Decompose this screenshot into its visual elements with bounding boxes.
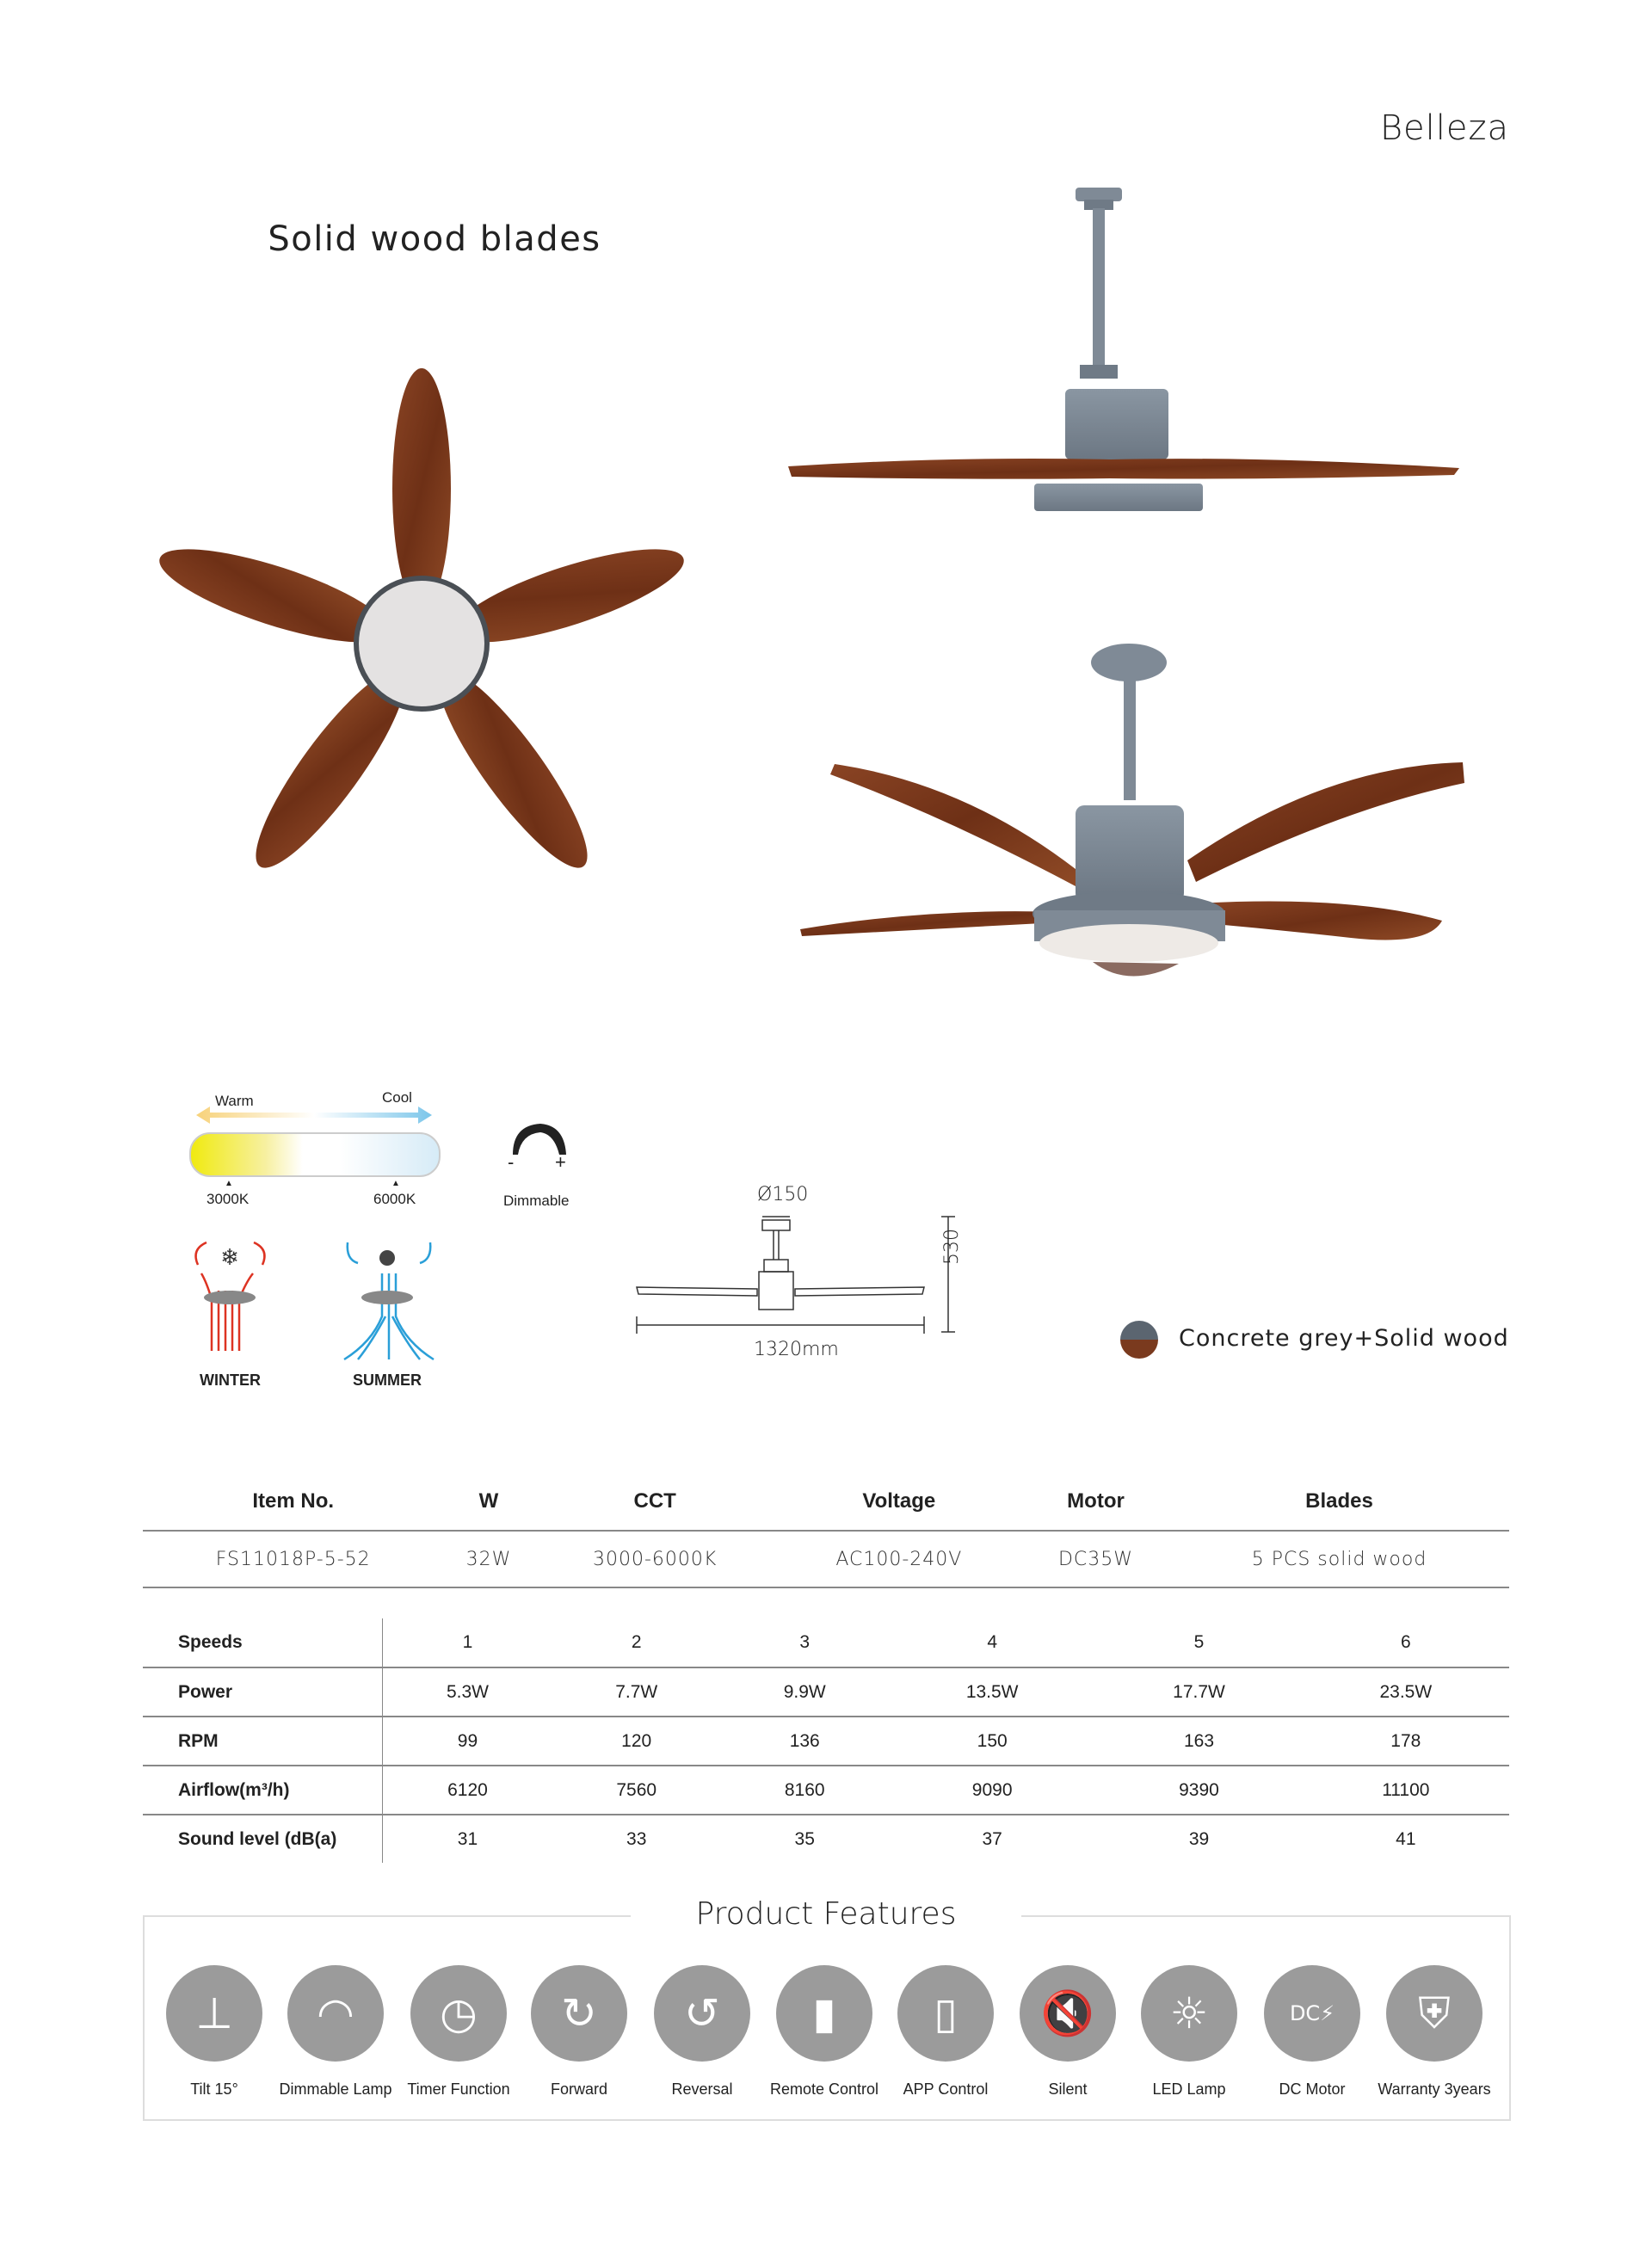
- performance-table: [143, 1618, 1509, 1863]
- cell: 32W: [443, 1531, 533, 1587]
- cell: FS11018P-5-52: [143, 1531, 443, 1587]
- finish-swatch: [1120, 1321, 1158, 1359]
- feature-item: [271, 1965, 400, 2099]
- cell: 5: [1095, 1618, 1302, 1667]
- cell: 6120: [383, 1766, 552, 1815]
- cell: 35: [794, 1828, 815, 1849]
- cell: 2: [552, 1618, 721, 1667]
- cell: 136: [720, 1717, 889, 1766]
- cell: 9390: [1095, 1766, 1302, 1815]
- cell: 41: [1396, 1828, 1416, 1849]
- feature-label: Dimmable Lamp: [279, 2080, 392, 2098]
- dc-motor-icon: DC⚡: [1264, 1965, 1360, 2062]
- feature-label: APP Control: [903, 2080, 989, 2098]
- cell: 39: [1188, 1828, 1210, 1849]
- height-dimension-label: 530: [941, 1229, 963, 1265]
- cell: 5.3W: [383, 1667, 552, 1717]
- feature-label: Forward: [550, 2080, 607, 2098]
- col-header: Voltage: [776, 1473, 1022, 1531]
- dim-plus: +: [555, 1151, 566, 1173]
- cell: 178: [1303, 1717, 1509, 1766]
- remote-icon: ▮: [776, 1965, 872, 2062]
- mute-icon: 🔇: [1020, 1965, 1116, 2062]
- cct-low-marker-icon: ▲: [225, 1179, 233, 1188]
- cell: 33: [626, 1828, 647, 1849]
- feature-item: [1003, 1965, 1132, 2099]
- svg-text:❄: ❄: [220, 1244, 239, 1270]
- cell: 120: [552, 1717, 721, 1766]
- span-dimension-label: 1320mm: [754, 1339, 839, 1360]
- col-header: CCT: [534, 1473, 776, 1531]
- cell: 9090: [889, 1766, 1095, 1815]
- feature-label: Remote Control: [769, 2080, 879, 2098]
- cct-gradient-bar: [189, 1132, 441, 1177]
- brand-name: Belleza: [1379, 108, 1509, 148]
- row-label: Airflow(m³/h): [143, 1766, 383, 1815]
- canopy-diameter-label: Ø150: [757, 1184, 809, 1205]
- fan-perspective-image: [792, 637, 1480, 998]
- table-row: [143, 1618, 1509, 1667]
- feature-item: [1248, 1965, 1377, 2099]
- summer-mode-icon: [337, 1239, 441, 1368]
- feature-label: Tilt 15°: [190, 2080, 238, 2098]
- feature-label: Warranty 3years: [1378, 2080, 1491, 2098]
- warranty-icon: ⛨: [1386, 1965, 1482, 2062]
- winter-label: WINTER: [200, 1371, 261, 1389]
- table-row: [143, 1815, 1509, 1863]
- cell: 99: [383, 1717, 552, 1766]
- tilt-icon: ⊥: [166, 1965, 262, 2062]
- fan-side-view-image: [783, 182, 1471, 518]
- feature-item: [881, 1965, 1010, 2099]
- cell: DC35W: [1022, 1531, 1169, 1587]
- cell: 150: [889, 1717, 1095, 1766]
- led-icon: ☼: [1141, 1965, 1237, 2062]
- feature-item: [394, 1965, 523, 2099]
- cell: 1: [383, 1618, 552, 1667]
- cct-high-label: 6000K: [373, 1191, 416, 1207]
- summer-label: SUMMER: [353, 1371, 422, 1389]
- winter-mode-icon: [181, 1239, 280, 1368]
- table-row: [143, 1766, 1509, 1815]
- dim-minus: -: [508, 1151, 515, 1173]
- feature-label: Silent: [1048, 2080, 1088, 2098]
- cell: AC100-240V: [776, 1531, 1022, 1587]
- cell: 4: [889, 1618, 1095, 1667]
- feature-item: [150, 1965, 279, 2099]
- cell: 37: [982, 1828, 1002, 1849]
- feature-label: LED Lamp: [1152, 2080, 1226, 2098]
- dimmable-icon: [509, 1120, 570, 1155]
- row-label: Speeds: [143, 1618, 383, 1667]
- row-label: Sound level (dB(a): [143, 1815, 383, 1863]
- col-header: Item No.: [143, 1473, 443, 1531]
- feature-label: Reversal: [671, 2080, 733, 2098]
- cell: 163: [1095, 1717, 1302, 1766]
- finish-label: Concrete grey+Solid wood: [1179, 1325, 1509, 1352]
- cct-low-label: 3000K: [206, 1191, 250, 1207]
- feature-label: Timer Function: [407, 2080, 510, 2098]
- col-header: W: [443, 1473, 533, 1531]
- col-header: Motor: [1022, 1473, 1169, 1531]
- dimmable-icon: ◠: [287, 1965, 384, 2062]
- forward-icon: ↻: [531, 1965, 627, 2062]
- table-row: [143, 1531, 1509, 1587]
- cell: 11100: [1303, 1766, 1509, 1815]
- dimmable-label: Dimmable: [503, 1193, 570, 1209]
- cool-label: Cool: [382, 1089, 412, 1106]
- spec-table: [143, 1473, 1509, 1588]
- warm-label: Warm: [215, 1093, 254, 1109]
- feature-item: [1370, 1965, 1499, 2099]
- row-label: RPM: [143, 1717, 383, 1766]
- page-subtitle: Solid wood blades: [268, 219, 601, 259]
- phone-icon: ▯: [897, 1965, 994, 2062]
- cell: 7560: [552, 1766, 721, 1815]
- col-header: Blades: [1169, 1473, 1509, 1531]
- cell: 7.7W: [552, 1667, 721, 1717]
- table-row: [143, 1667, 1509, 1717]
- reversal-icon: ↺: [654, 1965, 750, 2062]
- table-row: [143, 1717, 1509, 1766]
- feature-item: [638, 1965, 767, 2099]
- cell: 6: [1303, 1618, 1509, 1667]
- cell: 23.5W: [1303, 1667, 1509, 1717]
- spec-table-header: [143, 1473, 1509, 1531]
- cell: 17.7W: [1095, 1667, 1302, 1717]
- row-label: Power: [143, 1667, 383, 1717]
- cell: 3: [720, 1618, 889, 1667]
- feature-item: [515, 1965, 644, 2099]
- feature-label: DC Motor: [1279, 2080, 1346, 2098]
- cell: 5 PCS solid wood: [1169, 1531, 1509, 1587]
- cct-high-marker-icon: ▲: [391, 1179, 400, 1188]
- cell: 13.5W: [889, 1667, 1095, 1717]
- feature-item: [1125, 1965, 1254, 2099]
- timer-icon: ◷: [410, 1965, 507, 2062]
- features-title: Product Features: [695, 1896, 957, 1932]
- cell: 3000-6000K: [534, 1531, 776, 1587]
- cell: 31: [457, 1828, 478, 1849]
- cell: 9.9W: [720, 1667, 889, 1717]
- cell: 8160: [720, 1766, 889, 1815]
- feature-item: [760, 1965, 889, 2099]
- warm-cool-arrow-icon: [196, 1105, 432, 1125]
- fan-top-view-image: [155, 361, 688, 878]
